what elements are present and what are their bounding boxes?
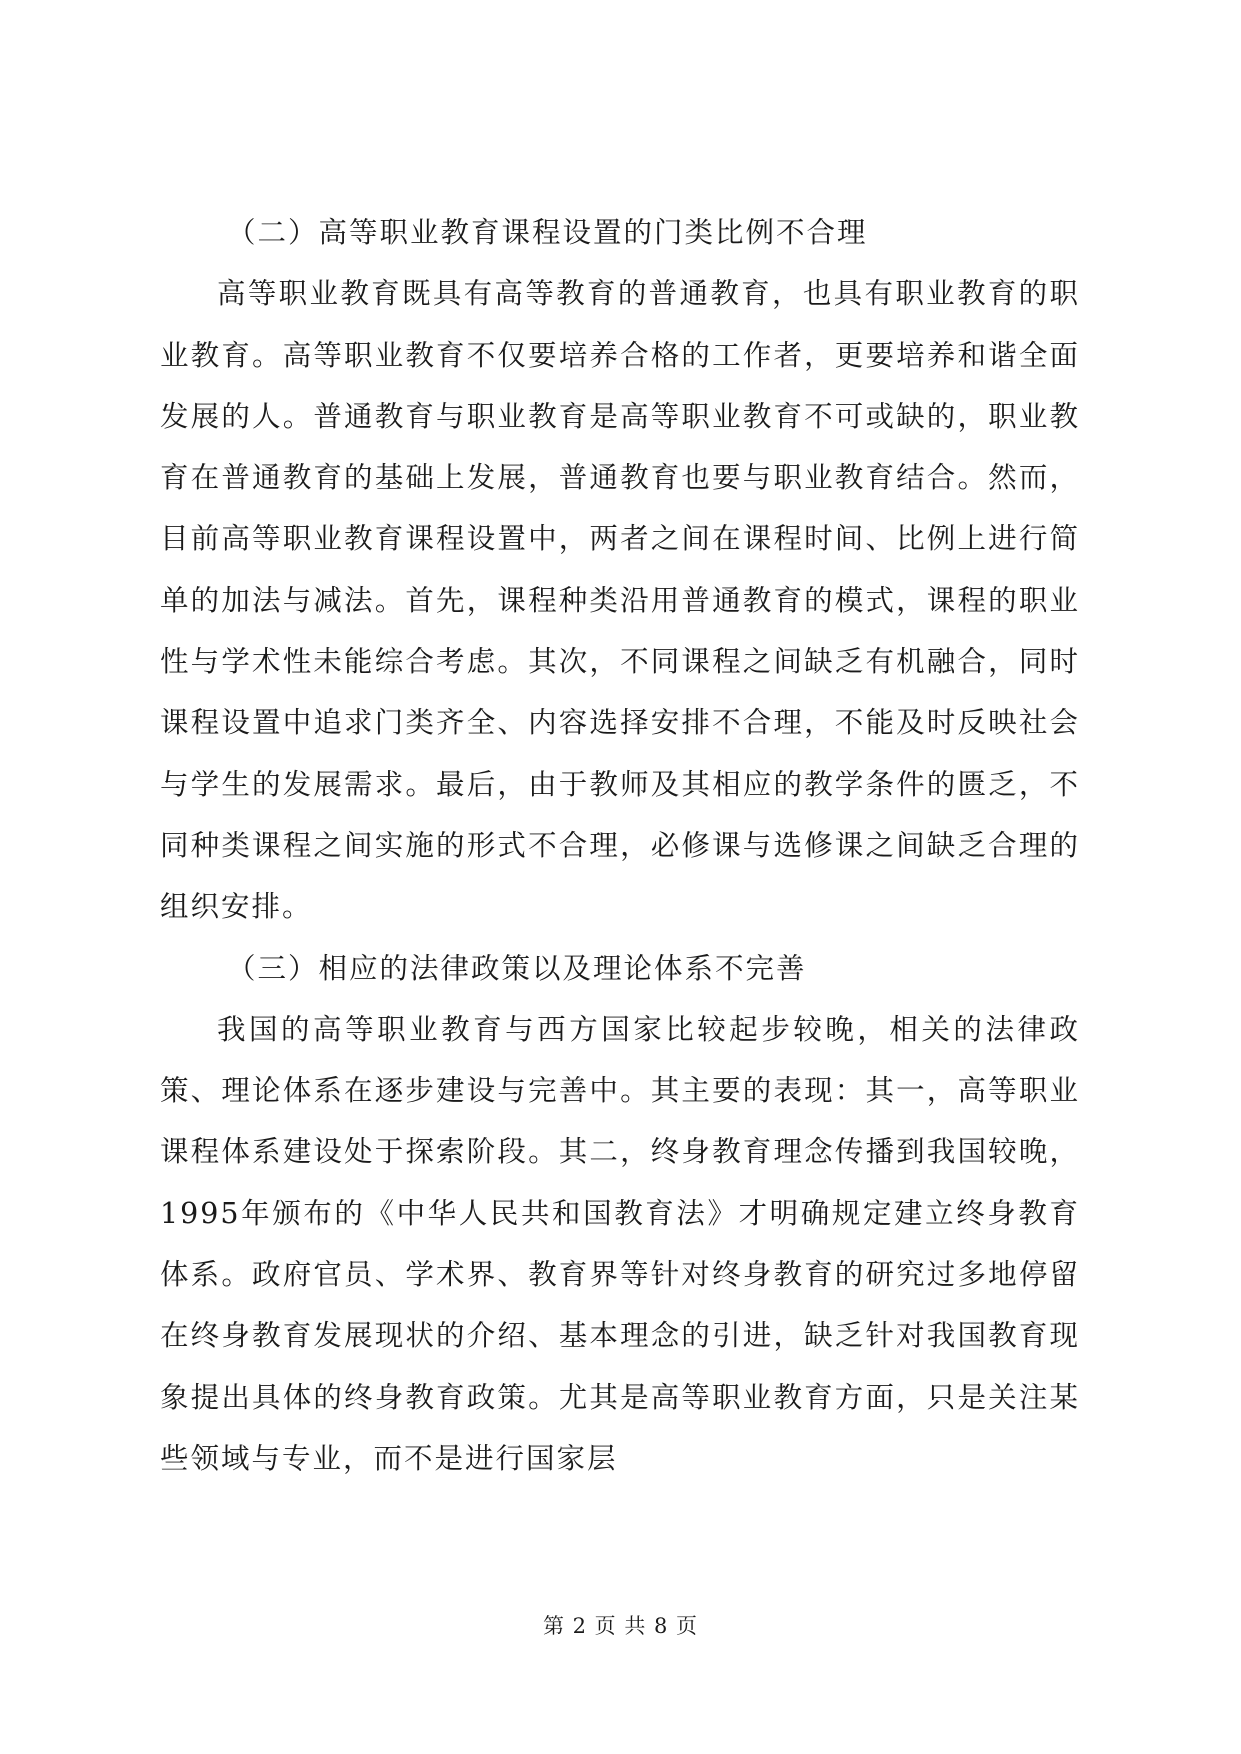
- body-paragraph-3: 我国的高等职业教育与西方国家比较起步较晚，相关的法律政策、理论体系在逐步建设与完善中。其主要的表现：其一，高等职业课程体系建设处于探索阶段。其二，终身教育理念传播到我国较晚，1995年颁布的《中华人民共和国教育法》才明确规定建立终身教育体系。政府官员、学术界、教育界等针对终身教育的研究过多地停留在终身教育发展现状的介绍、基本理念的引进，缺乏针对我国教育现象提出具体的终身教育政策。尤其是高等职业教育方面，只是关注某些领域与专业，而不是进行国家层: [160, 1012, 1080, 1475]
- section-heading-3: （三）相应的法律政策以及理论体系不完善: [226, 951, 807, 985]
- document-body: [160, 202, 1080, 1489]
- page-number-footer: 第 2 页 共 8 页: [542, 1614, 699, 1638]
- section-heading-2: （二）高等职业教育课程设置的门类比例不合理: [226, 216, 868, 249]
- body-paragraph-2: 高等职业教育既具有高等教育的普通教育，也具有职业教育的职业教育。高等职业教育不仅要培养合格的工作者，更要培养和谐全面发展的人。普通教育与职业教育是高等职业教育不可或缺的，职业教育在普通教育的基础上发展，普通教育也要与职业教育结合。然而，目前高等职业教育课程设置中，两者之间在课程时间、比例上进行简单的加法与减法。首先，课程种类沿用普通教育的模式，课程的职业性与学术性未能综合考虑。其次，不同课程之间缺乏有机融合，同时课程设置中追求门类齐全、内容选择安排不合理，不能及时反映社会与学生的发展需求。最后，由于教师及其相应的教学条件的匮乏，不同种类课程之间实施的形式不合理，必修课与选修课之间缺乏合理的组织安排。: [160, 277, 1080, 924]
